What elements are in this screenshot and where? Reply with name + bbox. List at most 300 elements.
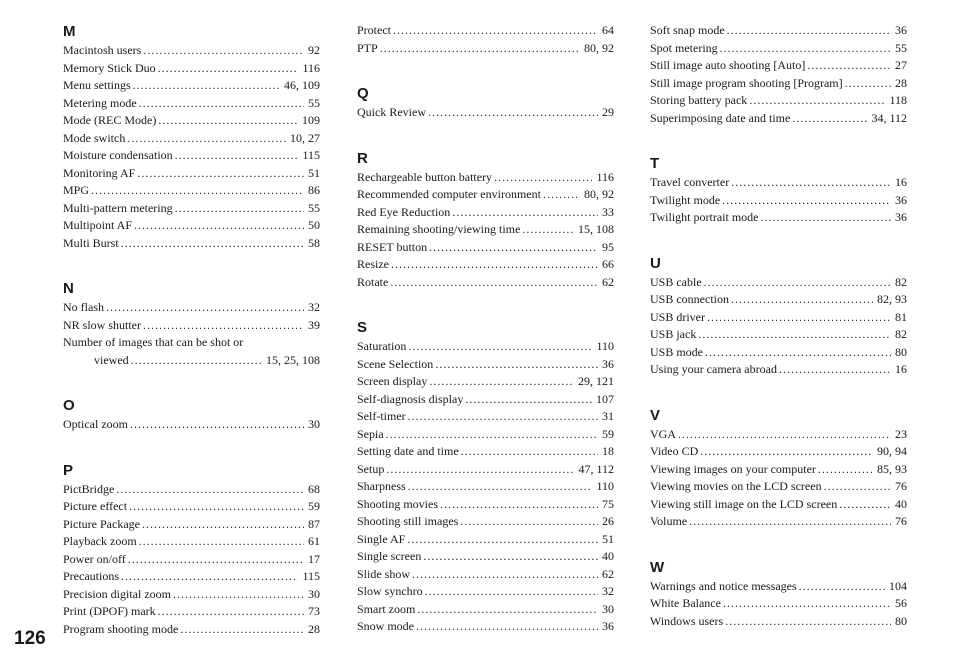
- index-entry: [357, 478, 614, 496]
- dot-leader: [465, 391, 592, 409]
- dot-leader: [705, 344, 891, 362]
- entry-pages: 59: [308, 499, 320, 513]
- entry-label: Protect: [357, 23, 391, 37]
- entry-pages: 80, 92: [584, 40, 614, 55]
- dot-leader: [116, 481, 304, 499]
- entry-label: Shooting still images: [357, 514, 459, 528]
- dot-leader: [121, 568, 298, 586]
- entry-pages: 75: [602, 496, 614, 511]
- entry-label: Scene Selection: [357, 356, 434, 371]
- entry-pages: 17: [308, 551, 320, 566]
- index-entry: [357, 391, 614, 409]
- entry-label: Still image auto shooting [Auto]: [650, 58, 806, 72]
- entry-pages: 36: [895, 210, 907, 224]
- index-entry: [650, 75, 907, 93]
- entry-label: Using your camera abroad: [650, 362, 777, 376]
- index-section-w: [650, 558, 907, 631]
- index-entry: [650, 291, 907, 309]
- dot-leader: [689, 513, 891, 531]
- index-column-1: [63, 22, 320, 638]
- entry-label: Slow synchro: [357, 584, 423, 598]
- entry-pages: 39: [308, 317, 320, 332]
- index-section-s: [357, 318, 614, 636]
- entry-pages: 36: [602, 356, 614, 371]
- dot-leader: [158, 60, 299, 78]
- entry-label: Mode (REC Mode): [63, 113, 157, 127]
- entry-label: Rotate: [357, 274, 389, 289]
- dot-leader: [723, 595, 891, 613]
- section-letter: R: [357, 149, 368, 167]
- index-entry: [357, 256, 614, 274]
- dot-leader: [137, 165, 304, 183]
- dot-leader: [408, 478, 593, 496]
- dot-leader: [428, 104, 598, 122]
- dot-leader: [180, 621, 304, 639]
- index-entry: [63, 568, 320, 586]
- index-entry: [357, 461, 614, 479]
- entry-label: MPG: [63, 183, 90, 197]
- index-entry: [63, 516, 320, 534]
- index-entry: [357, 496, 614, 514]
- entry-label: Picture Package: [63, 516, 140, 531]
- section-letter: M: [63, 23, 76, 40]
- dot-leader: [390, 274, 598, 292]
- entry-pages: 30: [308, 417, 320, 431]
- index-entry: [650, 192, 907, 210]
- dot-leader: [391, 256, 598, 274]
- entry-label: Viewing images on your computer: [650, 461, 816, 476]
- entry-pages: 23: [895, 426, 907, 441]
- entry-label: USB driver: [650, 309, 705, 324]
- index-entry: [650, 92, 907, 110]
- index-entry: [650, 461, 907, 479]
- dot-leader: [127, 130, 286, 148]
- entry-pages: 107: [596, 391, 614, 406]
- index-entry: [63, 235, 320, 253]
- entry-label: Spot metering: [650, 40, 718, 55]
- entry-pages: 62: [602, 274, 614, 289]
- index-entry: [63, 112, 320, 130]
- dot-leader: [139, 533, 304, 551]
- index-entry: [650, 478, 907, 496]
- index-entry: [357, 186, 614, 204]
- entry-label: USB jack: [650, 327, 697, 341]
- dot-leader: [423, 548, 598, 566]
- index-entry: [650, 361, 907, 379]
- entry-label: Moisture condensation: [63, 148, 173, 162]
- entry-pages: 66: [602, 257, 614, 271]
- index-entry: [357, 601, 614, 619]
- index-entry: [63, 147, 320, 165]
- dot-leader: [142, 516, 304, 534]
- index-entry: [357, 221, 614, 239]
- index-entry: [63, 182, 320, 200]
- entry-pages: 55: [308, 95, 320, 110]
- entry-pages: 55: [308, 200, 320, 215]
- index-entry: [63, 533, 320, 551]
- section-letter: O: [63, 397, 75, 414]
- entry-label: Screen display: [357, 374, 428, 388]
- entry-label: Still image program shooting [Program]: [650, 75, 843, 90]
- entry-label: Storing battery pack: [650, 93, 748, 107]
- entry-label: Memory Stick Duo: [63, 60, 156, 75]
- entry-pages: 68: [308, 481, 320, 496]
- dot-leader: [720, 40, 891, 58]
- index-entry: [63, 621, 320, 639]
- entry-label: Self-timer: [357, 409, 406, 423]
- entry-pages: 33: [602, 204, 614, 219]
- entry-label: Setting date and time: [357, 444, 459, 458]
- entry-pages: 116: [302, 60, 320, 75]
- dot-leader: [158, 112, 298, 130]
- section-letter: U: [650, 254, 661, 272]
- entry-pages: 82: [895, 327, 907, 341]
- index-section-v: [650, 406, 907, 531]
- entry-label: USB cable: [650, 274, 702, 289]
- dot-leader: [408, 338, 592, 356]
- index-entry: [357, 204, 614, 222]
- dot-leader: [386, 426, 598, 444]
- index-entry: [650, 174, 907, 192]
- dot-leader: [731, 291, 873, 309]
- dot-leader: [440, 496, 598, 514]
- dot-leader: [417, 601, 598, 619]
- dot-leader: [704, 274, 891, 292]
- entry-label: Setup: [357, 461, 385, 476]
- entry-pages: 73: [308, 604, 320, 618]
- index-entry: [357, 618, 614, 636]
- index-column-3: [650, 22, 907, 630]
- dot-leader: [129, 498, 304, 516]
- index-entry: [357, 531, 614, 549]
- index-entry: [650, 209, 907, 227]
- section-letter: T: [650, 155, 660, 172]
- entry-label: PTP: [357, 40, 378, 55]
- entry-label: Viewing still image on the LCD screen: [650, 496, 838, 511]
- entry-pages: 55: [895, 40, 907, 55]
- entry-label: Program shooting mode: [63, 621, 179, 636]
- entry-label: Recommended computer environment: [357, 187, 541, 201]
- dot-leader: [818, 461, 873, 479]
- entry-label: Single screen: [357, 549, 422, 563]
- dot-leader: [134, 217, 304, 235]
- index-entry: [63, 586, 320, 604]
- entry-pages: 28: [895, 75, 907, 90]
- entry-label: Multi Burst: [63, 235, 119, 250]
- dot-leader: [393, 22, 598, 40]
- entry-pages: 76: [895, 479, 907, 493]
- index-entry: [650, 344, 907, 362]
- entry-label: Red Eye Reduction: [357, 204, 451, 219]
- entry-label: Sharpness: [357, 479, 406, 493]
- entry-label: Macintosh users: [63, 43, 142, 57]
- index-entry: [650, 57, 907, 75]
- entry-pages: 64: [602, 23, 614, 37]
- index-entry: [63, 217, 320, 235]
- index-entry: [650, 513, 907, 531]
- entry-label: Picture effect: [63, 499, 128, 513]
- index-entry: [63, 317, 320, 335]
- entry-label: Travel converter: [650, 175, 730, 189]
- entry-pages: 16: [895, 175, 907, 189]
- entry-label: Smart zoom: [357, 601, 416, 616]
- dot-leader: [106, 299, 304, 317]
- entry-label: Remaining shooting/viewing time: [357, 222, 521, 236]
- entry-pages: 85, 93: [877, 461, 907, 476]
- entry-pages: 27: [895, 58, 907, 72]
- index-entry: [650, 426, 907, 444]
- entry-label: PictBridge: [63, 481, 115, 496]
- dot-leader: [494, 169, 592, 187]
- index-entry: [63, 416, 320, 434]
- index-entry: [63, 299, 320, 317]
- index-section-m: [63, 22, 320, 252]
- dot-leader: [543, 186, 580, 204]
- entry-pages: 95: [602, 239, 614, 254]
- entry-label: Snow mode: [357, 619, 414, 633]
- index-entry: [650, 496, 907, 514]
- dot-leader: [792, 110, 867, 128]
- entry-pages: 15, 108: [578, 222, 614, 236]
- dot-leader: [131, 352, 262, 370]
- entry-label: Sepia: [357, 426, 384, 441]
- dot-leader: [380, 40, 580, 58]
- index-entry: [357, 274, 614, 292]
- index-section-o: [63, 396, 320, 434]
- index-section-q: [357, 84, 614, 122]
- entry-pages: 30: [602, 601, 614, 616]
- index-section-p-continued: [357, 22, 614, 57]
- index-entry: [357, 373, 614, 391]
- index-entry: [650, 595, 907, 613]
- index-entry: [357, 583, 614, 601]
- entry-label: NR slow shutter: [63, 317, 141, 332]
- dot-leader: [386, 461, 574, 479]
- index-entry: [63, 95, 320, 113]
- entry-label: Windows users: [650, 613, 724, 628]
- index-entry: [63, 498, 320, 516]
- entry-pages: 10, 27: [290, 130, 320, 145]
- entry-label: No flash: [63, 300, 104, 314]
- entry-label: Power on/off: [63, 551, 126, 566]
- entry-label: Number of images that can be shot or: [63, 335, 244, 349]
- dot-leader: [91, 182, 304, 200]
- entry-label: VGA: [650, 426, 676, 441]
- index-entry: [63, 165, 320, 183]
- entry-pages: 61: [308, 534, 320, 548]
- section-letter: Q: [357, 85, 369, 102]
- dot-leader: [722, 192, 891, 210]
- entry-pages: 118: [889, 93, 907, 107]
- entry-label: Twilight portrait mode: [650, 210, 759, 224]
- dot-leader: [425, 583, 598, 601]
- index-entry: [63, 334, 320, 369]
- dot-leader: [158, 603, 304, 621]
- entry-pages: 56: [895, 596, 907, 610]
- entry-label: Shooting movies: [357, 496, 439, 511]
- section-letter: N: [63, 280, 74, 297]
- entry-label: White Balance: [650, 596, 721, 610]
- entry-label: Print (DPOF) mark: [63, 604, 156, 618]
- dot-leader: [173, 586, 304, 604]
- entry-label: Warnings and notice messages: [650, 578, 797, 593]
- entry-label: Soft snap mode: [650, 23, 725, 37]
- entry-label: USB mode: [650, 344, 704, 359]
- index-entry: [357, 338, 614, 356]
- entry-pages: 40: [602, 549, 614, 563]
- entry-pages: 36: [895, 192, 907, 207]
- entry-label: RESET button: [357, 239, 428, 254]
- dot-leader: [731, 174, 891, 192]
- index-entry: [357, 443, 614, 461]
- entry-pages: 115: [302, 148, 320, 162]
- index-section-s-continued: [650, 22, 907, 127]
- dot-leader: [678, 426, 891, 444]
- dot-leader: [416, 618, 598, 636]
- entry-pages: 29, 121: [578, 374, 614, 388]
- index-entry: [650, 309, 907, 327]
- dot-leader: [139, 95, 304, 113]
- dot-leader: [807, 57, 891, 75]
- entry-pages: 51: [308, 165, 320, 180]
- entry-label: Saturation: [357, 339, 407, 353]
- dot-leader: [799, 578, 885, 596]
- index-entry: [357, 548, 614, 566]
- index-entry: [63, 603, 320, 621]
- entry-pages: 92: [308, 43, 320, 57]
- section-letter: V: [650, 406, 661, 424]
- entry-pages: 110: [596, 479, 614, 493]
- entry-label: Metering mode: [63, 95, 137, 110]
- entry-label: Viewing movies on the LCD screen: [650, 479, 822, 493]
- index-entry: [357, 356, 614, 374]
- index-entry: [357, 426, 614, 444]
- index-entry: [63, 200, 320, 218]
- entry-label: Self-diagnosis display: [357, 391, 464, 406]
- index-entry: [357, 104, 614, 122]
- entry-pages: 18: [602, 444, 614, 458]
- entry-pages: 51: [602, 531, 614, 546]
- entry-pages: 90, 94: [877, 444, 907, 458]
- entry-pages: 50: [308, 218, 320, 232]
- dot-leader: [175, 200, 304, 218]
- dot-leader: [839, 496, 891, 514]
- index-entry: [650, 22, 907, 40]
- entry-label: Quick Review: [357, 105, 426, 119]
- entry-pages: 62: [602, 566, 614, 581]
- index-entry: [650, 326, 907, 344]
- entry-pages: 86: [308, 183, 320, 197]
- entry-pages: 81: [895, 309, 907, 324]
- dot-leader: [408, 408, 598, 426]
- entry-label: Slide show: [357, 566, 411, 581]
- entry-label: Mode switch: [63, 130, 126, 145]
- entry-label: Multipoint AF: [63, 218, 133, 232]
- entry-pages: 110: [596, 339, 614, 353]
- index-entry: [357, 40, 614, 58]
- section-letter: P: [63, 461, 74, 479]
- entry-label: Superimposing date and time: [650, 110, 791, 125]
- entry-label: USB connection: [650, 292, 729, 306]
- index-entry: [63, 551, 320, 569]
- section-letter: S: [357, 319, 368, 336]
- index-entry: [650, 110, 907, 128]
- index-entry: [357, 239, 614, 257]
- entry-pages: 58: [308, 235, 320, 250]
- entry-label: Menu settings: [63, 78, 131, 92]
- entry-label: Volume: [650, 514, 688, 528]
- entry-pages: 34, 112: [871, 110, 907, 125]
- index-entry: [650, 578, 907, 596]
- entry-pages: 115: [302, 569, 320, 583]
- entry-label: Optical zoom: [63, 417, 128, 431]
- entry-label: Resize: [357, 257, 389, 271]
- dot-leader: [760, 209, 891, 227]
- index-section-r: [357, 149, 614, 292]
- entry-pages: 80: [895, 344, 907, 359]
- dot-leader: [429, 239, 598, 257]
- entry-pages: 15, 25, 108: [266, 352, 320, 367]
- dot-leader: [128, 551, 304, 569]
- index-section-n: [63, 279, 320, 369]
- index-entry: [63, 130, 320, 148]
- entry-label: Playback zoom: [63, 534, 137, 548]
- index-entry: [650, 443, 907, 461]
- entry-pages: 82: [895, 274, 907, 289]
- index-section-t: [650, 154, 907, 227]
- entry-label: Precautions: [63, 569, 119, 583]
- index-entry: [357, 22, 614, 40]
- entry-pages: 30: [308, 586, 320, 601]
- entry-label: Monitoring AF: [63, 165, 136, 180]
- section-letter: W: [650, 558, 665, 576]
- index-entry: [357, 169, 614, 187]
- dot-leader: [707, 309, 891, 327]
- dot-leader: [779, 361, 891, 379]
- entry-pages: 87: [308, 516, 320, 531]
- index-entry: [63, 481, 320, 499]
- entry-label: Multi-pattern metering: [63, 200, 173, 215]
- dot-leader: [412, 566, 598, 584]
- entry-pages: 59: [602, 426, 614, 441]
- entry-pages: 116: [596, 169, 614, 184]
- entry-pages: 32: [308, 300, 320, 314]
- entry-label: Single AF: [357, 531, 406, 546]
- entry-pages: 31: [602, 409, 614, 423]
- entry-pages: 80: [895, 613, 907, 628]
- index-entry: [63, 77, 320, 95]
- entry-pages: 36: [602, 619, 614, 633]
- entry-pages: 40: [895, 496, 907, 511]
- index-entry: [650, 40, 907, 58]
- index-section-u: [650, 254, 907, 379]
- dot-leader: [130, 416, 304, 434]
- dot-leader: [407, 531, 598, 549]
- entry-pages: 80, 92: [584, 187, 614, 201]
- index-section-p: [63, 461, 320, 639]
- index-entry: [357, 408, 614, 426]
- dot-leader: [143, 42, 304, 60]
- entry-pages: 32: [602, 584, 614, 598]
- index-entry: [650, 274, 907, 292]
- entry-pages: 47, 112: [578, 461, 614, 476]
- entry-label-continued: viewed: [94, 352, 129, 367]
- index-entry: [63, 60, 320, 78]
- entry-pages: 36: [895, 23, 907, 37]
- dot-leader: [143, 317, 304, 335]
- page-number: 126: [14, 628, 46, 649]
- entry-label: Precision digital zoom: [63, 586, 171, 601]
